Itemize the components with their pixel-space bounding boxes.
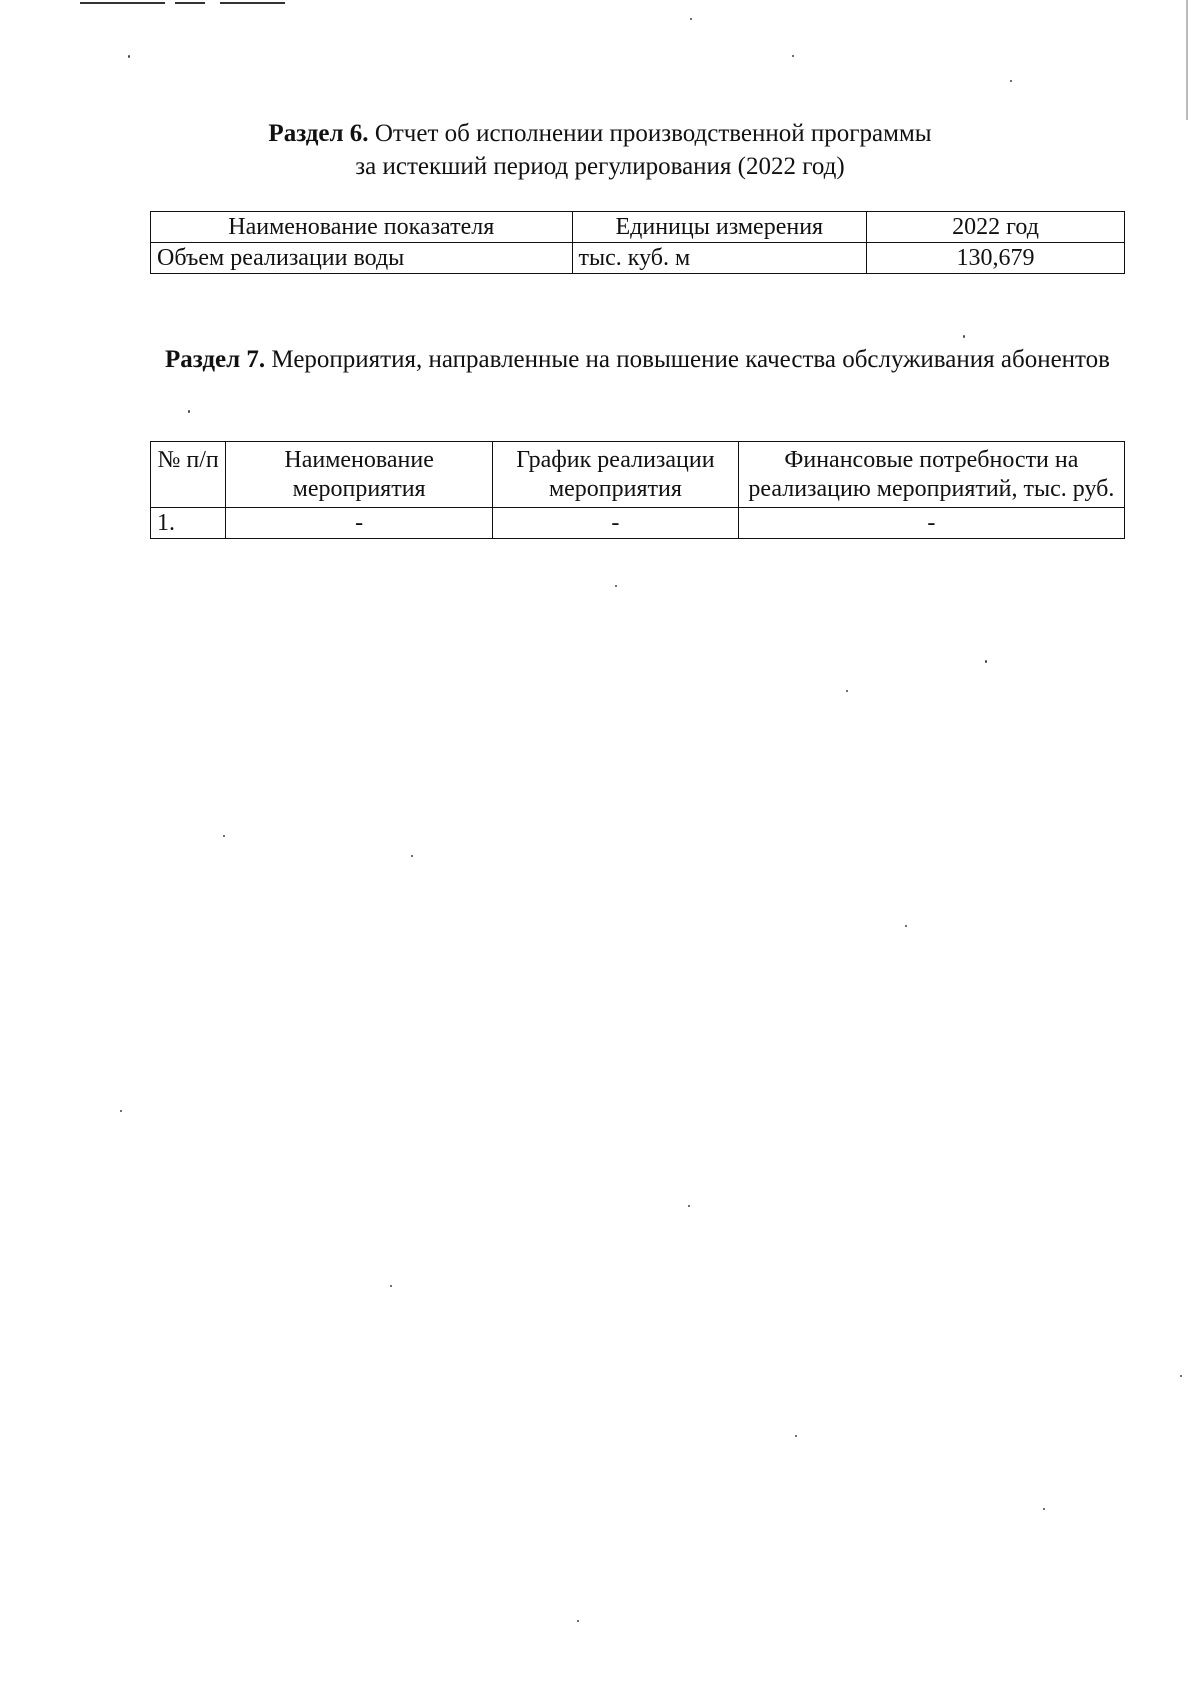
cell-value: 130,679 [867, 243, 1125, 274]
cell-activity-name: - [226, 508, 493, 539]
cell-unit: тыс. куб. м [572, 243, 867, 274]
scan-speck [390, 1285, 392, 1287]
scan-speck [688, 1205, 690, 1207]
section-6-heading-line2: за истекший период регулирования (2022 год) [355, 153, 845, 180]
scan-artifact-line [80, 2, 165, 4]
section-6-heading-line1: Отчет об исполнении производственной программы [368, 120, 932, 147]
scan-speck [792, 55, 794, 57]
column-header-number: № п/п [151, 442, 226, 508]
scan-speck [1180, 1375, 1182, 1377]
scan-speck [795, 1435, 797, 1437]
scan-speck [690, 18, 692, 20]
section-7-heading-bold: Раздел 7. [165, 346, 266, 373]
table-header-row [151, 212, 1125, 243]
scan-speck [1043, 1508, 1045, 1510]
cell-number: 1. [151, 508, 226, 539]
scan-artifact-line [220, 2, 285, 4]
scan-speck [615, 585, 617, 587]
column-header-activity-name: Наименование мероприятия [226, 442, 493, 508]
scan-speck [223, 835, 225, 837]
section-7-heading-text: Мероприятия, направленные на повышение качества обслуживания абонентов [265, 346, 1110, 373]
column-header-financing: Финансовые потребности на реализацию мероприятий, тыс. руб. [738, 442, 1124, 508]
scan-speck [905, 925, 907, 927]
section-6-heading [44, 117, 1156, 183]
scan-speck [188, 410, 190, 413]
column-header-unit: Единицы измерения [572, 212, 867, 243]
cell-indicator: Объем реализации воды [151, 243, 573, 274]
scan-speck [1010, 80, 1012, 82]
scan-artifact-line [175, 2, 205, 4]
column-header-schedule: График реализации мероприятия [493, 442, 739, 508]
cell-schedule: - [493, 508, 739, 539]
section-6-table [150, 211, 1125, 274]
scan-speck [963, 335, 965, 338]
column-header-year: 2022 год [867, 212, 1125, 243]
scan-speck [128, 55, 130, 58]
section-7-table [150, 441, 1125, 539]
cell-financing: - [738, 508, 1124, 539]
scan-speck [411, 855, 413, 857]
section-7-heading [150, 343, 1125, 376]
column-header-indicator: Наименование показателя [151, 212, 573, 243]
table-row [151, 508, 1125, 539]
section-6-heading-bold: Раздел 6. [268, 120, 369, 147]
table-header-row [151, 442, 1125, 508]
scan-edge-line [1186, 0, 1188, 120]
table-row [151, 243, 1125, 274]
scan-speck [846, 690, 848, 692]
scan-speck [577, 1620, 579, 1622]
scan-speck [120, 1110, 122, 1112]
scan-speck [985, 660, 987, 663]
